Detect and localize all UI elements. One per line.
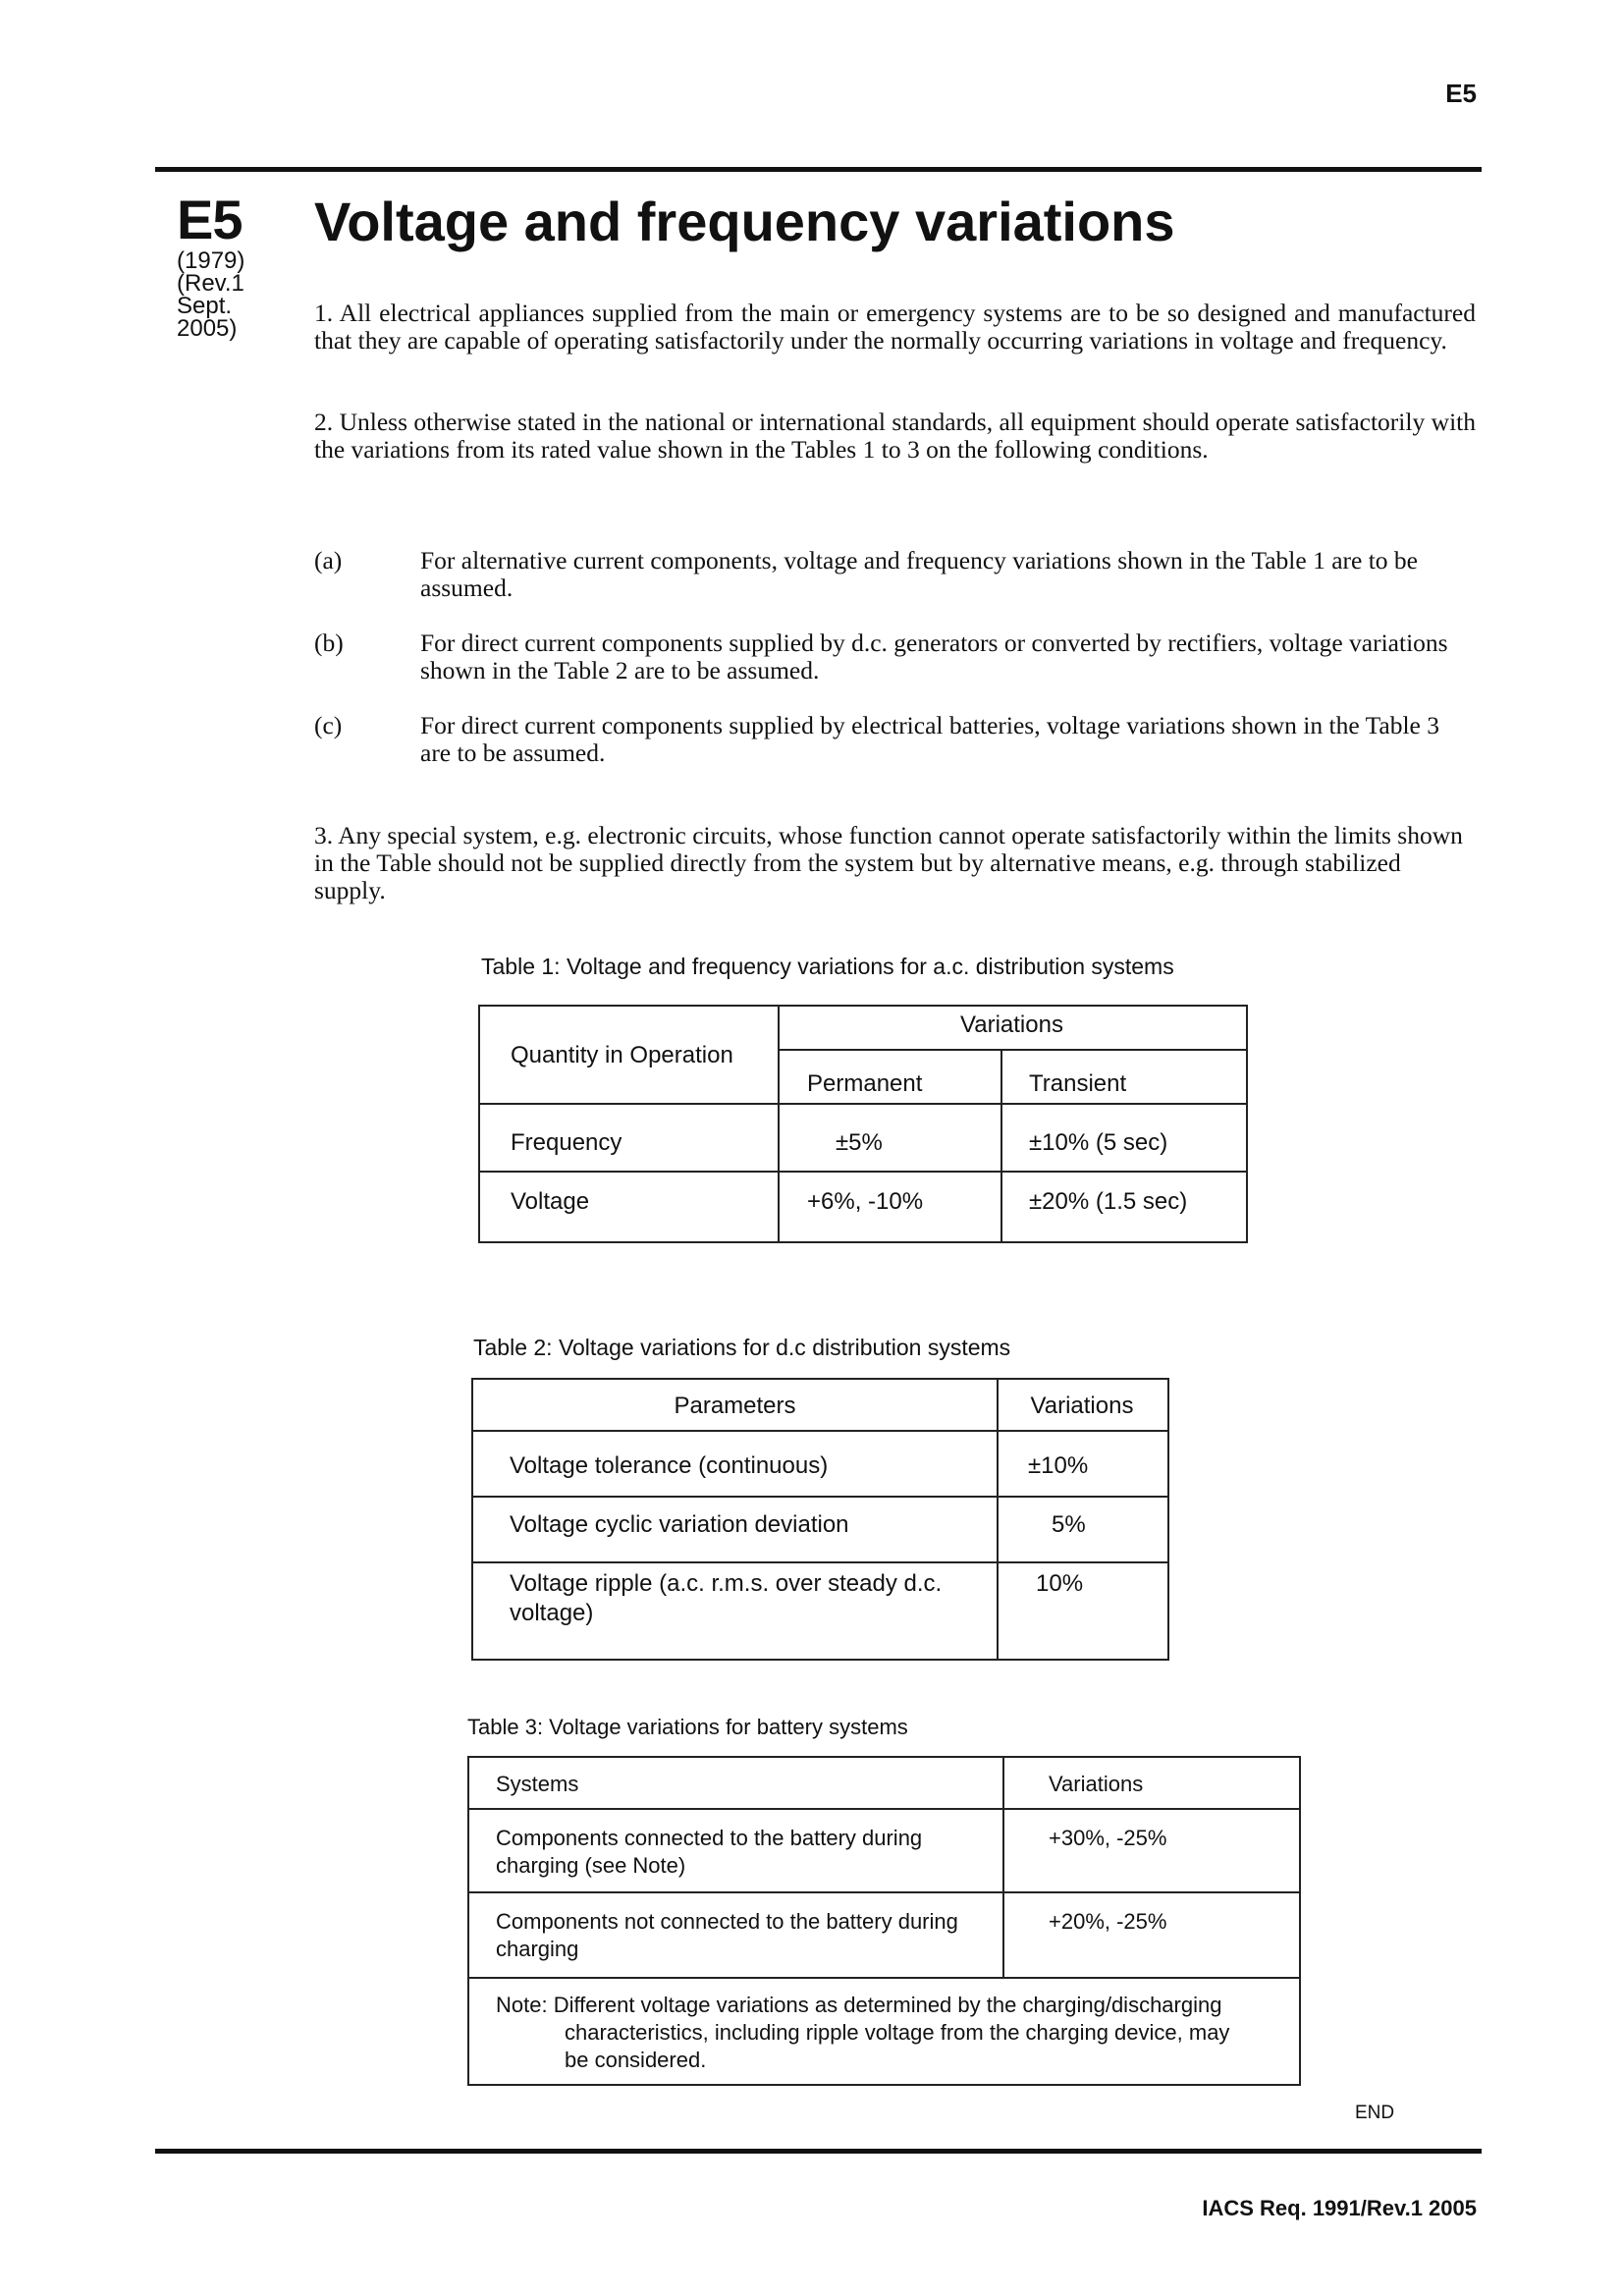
table-cell: Voltage cyclic variation deviation	[510, 1511, 849, 1538]
table2-divider	[473, 1496, 1167, 1498]
table-cell: 10%	[1036, 1570, 1084, 1597]
item-label: (b)	[314, 629, 344, 657]
table3-note-first-line: Note: Different voltage variations as determined by the charging/discharging	[496, 1993, 1222, 2017]
item-label: (a)	[314, 546, 343, 574]
table2-divider	[997, 1380, 999, 1659]
table2-header-parameters: Parameters	[674, 1393, 796, 1419]
table-cell: Components connected to the battery during charging (see Note)	[496, 1826, 923, 1878]
table-cell: Voltage	[511, 1188, 590, 1215]
table2-caption: Table 2: Voltage variations for d.c distribution systems	[473, 1335, 1011, 1360]
table1-caption: Table 1: Voltage and frequency variations for a.c. distribution systems	[481, 954, 1174, 979]
table3-caption: Table 3: Voltage variations for battery systems	[467, 1715, 908, 1739]
table1-header-quantity: Quantity in Operation	[511, 1042, 733, 1068]
table1-divider	[778, 1049, 1246, 1051]
revision-line: (1979)	[177, 247, 245, 274]
requirement-code: E5	[177, 189, 243, 250]
end-mark: END	[1355, 2103, 1395, 2123]
page-code: E5	[1445, 79, 1477, 108]
table1-divider	[1000, 1051, 1002, 1241]
table-cell: +6%, -10%	[807, 1188, 924, 1215]
table3-divider	[1002, 1758, 1004, 1979]
paragraph-2: 2. Unless otherwise stated in the national or international standards, all equipment should operate satisfactorily with the variations from its rated value shown in the Tables 1 to 3 on the following conditions.	[314, 408, 1476, 464]
revision-info	[177, 249, 265, 340]
item-text: For direct current components supplied by d.c. generators or converted by rectifiers, voltage variations shown in the Table 2 are to be assumed.	[420, 629, 1448, 684]
table-cell: Voltage ripple (a.c. r.m.s. over steady d.c. voltage)	[510, 1570, 943, 1626]
table3-divider	[469, 1891, 1299, 1893]
table2-divider	[473, 1561, 1167, 1563]
table1-header-permanent: Permanent	[807, 1070, 923, 1097]
table-cell: Voltage tolerance (continuous)	[510, 1452, 829, 1479]
paragraph-3: 3. Any special system, e.g. electronic circuits, whose function cannot operate satisfactorily within the limits shown in the Table should not be supplied directly from the system but by alternative means, e.g. through stabilized supply.	[314, 821, 1463, 904]
footer-reference: IACS Req. 1991/Rev.1 2005	[1202, 2196, 1477, 2220]
table1-header-transient: Transient	[1029, 1070, 1127, 1097]
table1-divider	[778, 1007, 780, 1241]
table1-header-variations: Variations	[960, 1011, 1063, 1038]
table3-divider	[469, 1808, 1299, 1810]
table2-divider	[473, 1430, 1167, 1432]
table1-divider	[480, 1103, 1246, 1105]
table3-note	[496, 1992, 1281, 2074]
table2-header-variations: Variations	[1030, 1393, 1134, 1419]
paragraph-1: 1. All electrical appliances supplied from the main or emergency systems are to be so designed and manufactured that they are capable of operating satisfactorily under the normally occurring variations in voltage and frequency.	[314, 299, 1476, 355]
table1	[478, 1005, 1248, 1243]
item-text: For alternative current components, voltage and frequency variations shown in the Table 1 are to be assumed.	[420, 546, 1418, 602]
table-cell: ±10%	[1028, 1452, 1089, 1479]
revision-line: 2005)	[177, 315, 238, 342]
table-cell: ±5%	[836, 1129, 883, 1156]
table-cell: +20%, -25%	[1049, 1909, 1167, 1934]
table3-header-systems: Systems	[496, 1772, 579, 1796]
table-cell: +30%, -25%	[1049, 1826, 1167, 1850]
table-cell: 5%	[1052, 1511, 1086, 1538]
item-text: For direct current components supplied by electrical batteries, voltage variations shown in the Table 3 are to be assumed.	[420, 711, 1439, 767]
table1-divider	[480, 1171, 1246, 1173]
table-cell: ±20% (1.5 sec)	[1029, 1188, 1188, 1215]
table3	[467, 1756, 1301, 2086]
table3-header-variations: Variations	[1049, 1772, 1144, 1796]
requirement-code-block	[177, 189, 265, 342]
table-cell: ±10% (5 sec)	[1029, 1129, 1168, 1156]
bottom-rule	[155, 2149, 1482, 2154]
page-title: Voltage and frequency variations	[314, 191, 1175, 252]
table-cell: Frequency	[511, 1129, 622, 1156]
item-label: (c)	[314, 711, 343, 739]
table3-note-continuation: characteristics, including ripple voltage from the charging device, may be considered.	[565, 2020, 1230, 2072]
top-rule	[155, 167, 1482, 172]
revision-line: Sept.	[177, 293, 233, 319]
table2	[471, 1378, 1169, 1661]
table-cell: Components not connected to the battery during charging	[496, 1909, 958, 1961]
revision-line: (Rev.1	[177, 270, 244, 297]
table3-divider	[469, 1977, 1299, 1979]
